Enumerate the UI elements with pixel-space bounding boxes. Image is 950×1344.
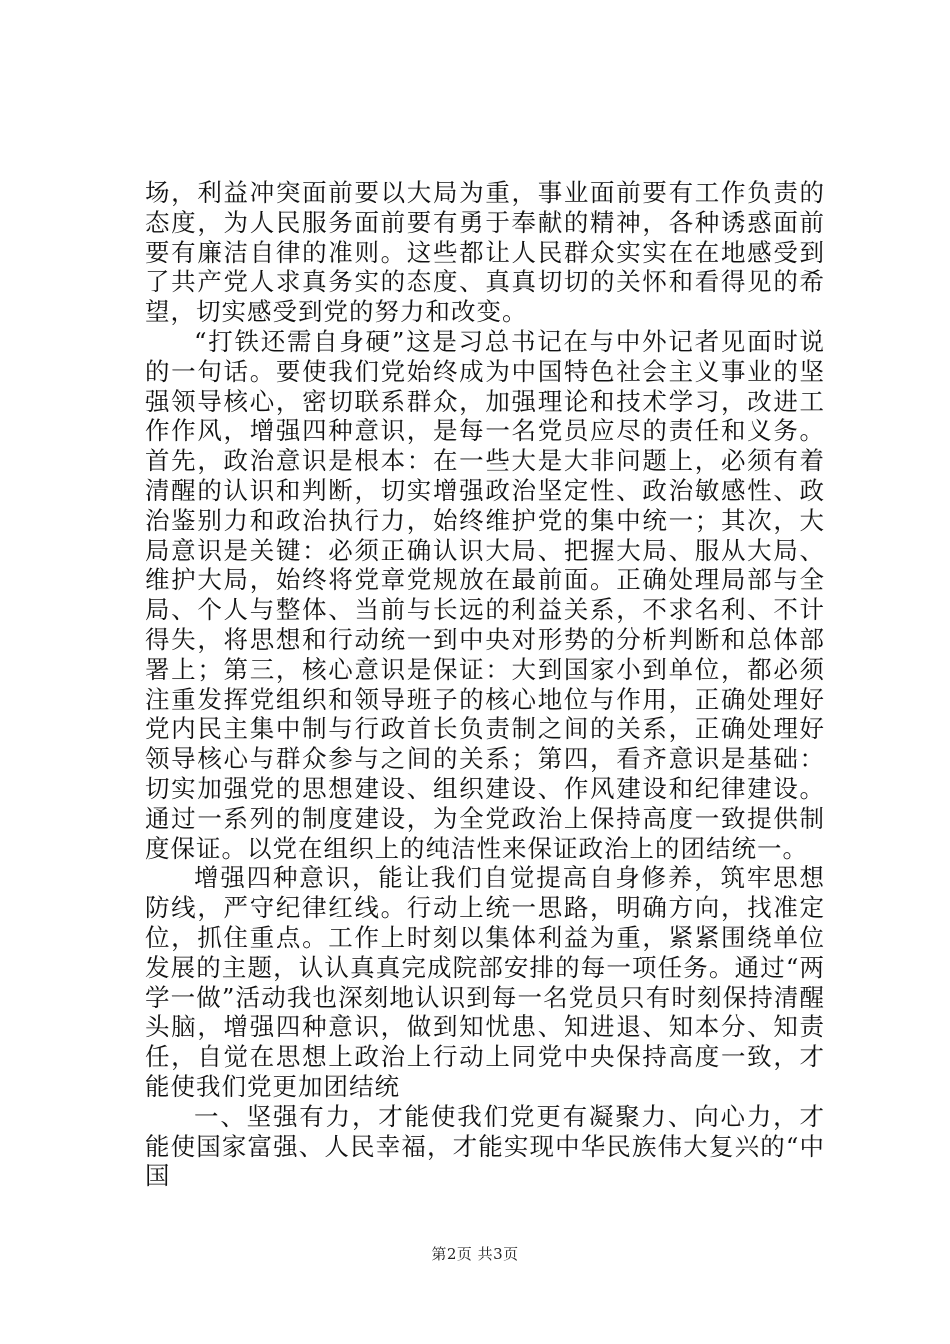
page-number-footer: 第2页 共3页 (431, 1245, 519, 1263)
paragraph-4: 一、坚强有力，才能使我们党更有凝聚力、向心力，才能使国家富强、人民幸福，才能实现中华民族伟大复兴的“中国 (145, 1101, 825, 1191)
body-text (145, 178, 825, 1191)
paragraph-2: “打铁还需自身硬”这是习总书记在与中外记者见面时说的一句话。要使我们党始终成为中国特色社会主义事业的坚强领导核心，密切联系群众，加强理论和技术学习，改进工作作风，增强四种意识，是每一名党员应尽的责任和义务。首先，政治意识是根本：在一些大是大非问题上，必须有着清醒的认识和判断，切实增强政治坚定性、政治敏感性、政治鉴别力和政治执行力，始终维护党的集中统一；其次，大局意识是关键：必须正确认识大局、把握大局、服从大局、维护大局，始终将党章党规放在最前面。正确处理局部与全局、个人与整体、当前与长远的利益关系，不求名利、不计得失，将思想和行动统一到中央对形势的分析判断和总体部署上；第三，核心意识是保证：大到国家小到单位，都必须注重发挥党组织和领导班子的核心地位与作用，正确处理好党内民主集中制与行政首长负责制之间的关系，正确处理好领导核心与群众参与之间的关系；第四，看齐意识是基础：切实加强党的思想建设、组织建设、作风建设和纪律建设。通过一系列的制度建设，为全党政治上保持高度一致提供制度保证。以党在组织上的纯洁性来保证政治上的团结统一。 (145, 326, 825, 863)
paragraph-3: 增强四种意识，能让我们自觉提高自身修养，筑牢思想防线，严守纪律红线。行动上统一思路，明确方向，找准定位，抓住重点。工作上时刻以集体利益为重，紧紧围绕单位发展的主题，认认真真完成院部安排的每一项任务。通过“两学一做”活动我也深刻地认识到每一名党员只有时刻保持清醒头脑，增强四种意识，做到知忧患、知进退、知本分、知责任，自觉在思想上政治上行动上同党中央保持高度一致，才能使我们党更加团结统 (145, 863, 825, 1101)
paragraph-1: 场，利益冲突面前要以大局为重，事业面前要有工作负责的态度，为人民服务面前要有勇于奉献的精神，各种诱惑面前要有廉洁自律的准则。这些都让人民群众实实在在地感受到了共产党人求真务实的态度、真真切切的关怀和看得见的希望，切实感受到党的努力和改变。 (145, 178, 825, 327)
